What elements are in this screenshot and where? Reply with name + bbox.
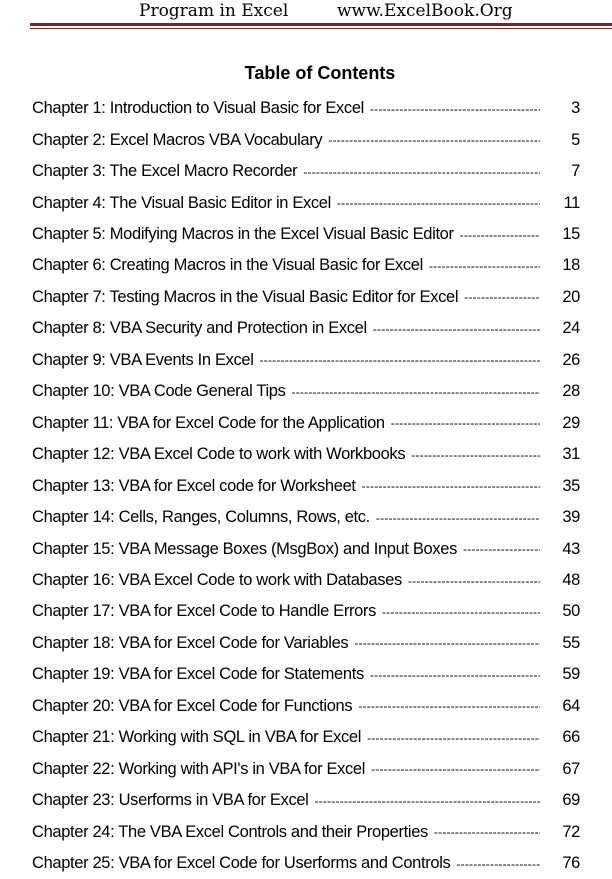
toc-dot-leader [373,322,540,336]
toc-entry-page-number: 43 [562,539,580,558]
toc-entry-page-number: 72 [562,822,580,841]
toc-dot-leader [391,416,540,430]
toc-dot-leader [337,196,540,210]
toc-entry[interactable] [32,345,580,376]
toc-dot-leader [408,574,540,588]
toc-entry-label: Chapter 13: VBA for Excel code for Worksheet [32,476,356,495]
toc-entry-label: Chapter 22: Working with API's in VBA for Excel [32,759,366,778]
toc-dot-leader [371,762,540,776]
toc-entry-label: Chapter 24: The VBA Excel Controls and their Properties [32,822,428,841]
toc-entry-page-number: 35 [562,476,580,495]
toc-entry-label: Chapter 6: Creating Macros in the Visual Basic for Excel [32,256,423,275]
toc-entry-label: Chapter 10: VBA Code General Tips [32,382,286,401]
toc-entry-page-number: 59 [562,665,580,684]
toc-dot-leader [376,511,540,525]
toc-entry[interactable] [32,408,580,439]
toc-entry[interactable] [32,470,580,501]
toc-dot-leader [370,102,540,116]
toc-entry-page-number: 66 [562,728,580,747]
toc-entry-page-number: 64 [562,696,580,715]
toc-dot-leader [303,165,540,179]
toc-entry-page-number: 7 [571,162,580,181]
toc-entry-page-number: 5 [571,130,580,149]
toc-dot-leader [367,731,540,745]
toc-entry-page-number: 28 [562,382,580,401]
toc-entry-label: Chapter 5: Modifying Macros in the Excel Visual Basic Editor [32,225,454,244]
toc-entry-label: Chapter 18: VBA for Excel Code for Variables [32,633,349,652]
page-header [0,0,612,22]
toc-dot-leader [463,542,540,556]
toc-entry-page-number: 29 [562,413,580,432]
toc-dot-leader [314,794,540,808]
toc-dot-leader [292,385,540,399]
toc-entry-label: Chapter 11: VBA for Excel Code for the Application [32,413,385,432]
toc-entry[interactable] [32,816,580,847]
toc-entry-page-number: 18 [562,256,580,275]
toc-entry[interactable] [32,785,580,816]
toc-dot-leader [362,479,540,493]
toc-dot-leader [382,605,540,619]
toc-entry-label: Chapter 7: Testing Macros in the Visual Basic Editor for Excel [32,287,459,306]
toc-entry[interactable] [32,93,580,124]
toc-entry-page-number: 69 [562,791,580,810]
header-rule-thin [30,28,612,29]
toc-dot-leader [434,825,540,839]
toc-dot-leader [370,668,540,682]
toc-entry-page-number: 48 [562,571,580,590]
toc-entry-label: Chapter 19: VBA for Excel Code for Statements [32,665,364,684]
toc-entry-page-number: 67 [562,759,580,778]
toc-entry-label: Chapter 20: VBA for Excel Code for Functions [32,696,353,715]
toc-entry-page-number: 76 [562,854,580,873]
toc-entry-label: Chapter 16: VBA Excel Code to work with Databases [32,571,402,590]
toc-entry-label: Chapter 8: VBA Security and Protection in Excel [32,319,367,338]
toc-dot-leader [354,636,540,650]
toc-dot-leader [429,259,540,273]
toc-dot-leader [460,228,540,242]
toc-entry-page-number: 39 [562,508,580,527]
toc-entry-label: Chapter 3: The Excel Macro Recorder [32,162,298,181]
toc-entry-label: Chapter 25: VBA for Excel Code for Userforms and Controls [32,854,451,873]
toc-entry-page-number: 11 [563,193,580,212]
toc-entry[interactable] [32,565,580,596]
toc-entry[interactable] [32,848,580,879]
toc-entry[interactable] [32,533,580,564]
toc-entry[interactable] [32,219,580,250]
toc-entry-label: Chapter 2: Excel Macros VBA Vocabulary [32,130,323,149]
toc-entry-page-number: 24 [562,319,580,338]
toc-entry[interactable] [32,282,580,313]
toc-dot-leader [464,290,540,304]
toc-entry-page-number: 15 [562,225,580,244]
toc-list [32,93,580,879]
toc-dot-leader [260,353,540,367]
toc-entry[interactable] [32,722,580,753]
header-book-title: Program in Excel [139,1,289,21]
toc-entry-page-number: 50 [562,602,580,621]
toc-entry-label: Chapter 15: VBA Message Boxes (MsgBox) and Input Boxes [32,539,458,558]
toc-entry[interactable] [32,313,580,344]
toc-entry-page-number: 26 [562,350,580,369]
toc-entry[interactable] [32,596,580,627]
header-website: www.ExcelBook.Org [337,1,513,21]
toc-entry[interactable] [32,502,580,533]
toc-dot-leader [411,448,540,462]
toc-entry-label: Chapter 9: VBA Events In Excel [32,350,254,369]
toc-entry-label: Chapter 17: VBA for Excel Code to Handle Errors [32,602,376,621]
toc-entry-label: Chapter 14: Cells, Ranges, Columns, Rows, etc. [32,508,370,527]
toc-entry[interactable] [32,691,580,722]
toc-entry-page-number: 31 [562,445,580,464]
toc-dot-leader [456,857,540,871]
toc-entry-label: Chapter 12: VBA Excel Code to work with Workbooks [32,445,406,464]
toc-entry[interactable] [32,250,580,281]
toc-entry[interactable] [32,376,580,407]
toc-entry[interactable] [32,439,580,470]
toc-entry-label: Chapter 23: Userforms in VBA for Excel [32,791,309,810]
toc-entry[interactable] [32,754,580,785]
toc-entry-label: Chapter 1: Introduction to Visual Basic for Excel [32,99,364,118]
toc-entry-page-number: 3 [571,99,580,118]
toc-title: Table of Contents [244,63,396,83]
toc-dot-leader [328,133,540,147]
header-rule-thick [30,23,612,26]
toc-entry[interactable] [32,628,580,659]
toc-entry[interactable] [32,124,580,155]
toc-entry[interactable] [32,156,580,187]
toc-dot-leader [358,699,540,713]
toc-entry-label: Chapter 21: Working with SQL in VBA for Excel [32,728,362,747]
toc-entry[interactable] [32,659,580,690]
toc-entry[interactable] [32,187,580,218]
toc-entry-page-number: 20 [562,287,580,306]
toc-entry-page-number: 55 [562,633,580,652]
toc-entry-label: Chapter 4: The Visual Basic Editor in Excel [32,193,331,212]
